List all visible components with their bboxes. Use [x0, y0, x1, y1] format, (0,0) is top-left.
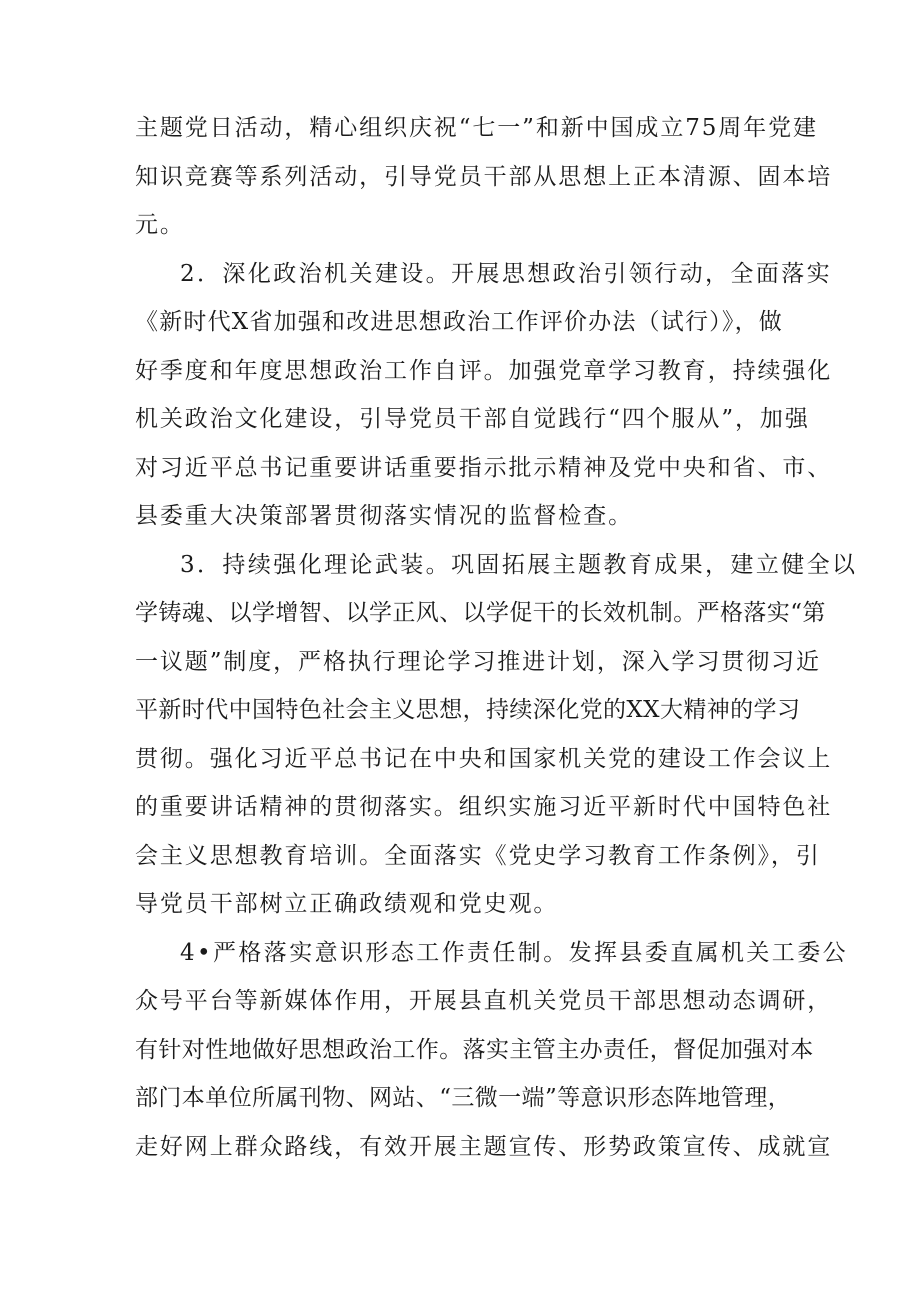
- text-line: 贯彻。强化习近平总书记在中央和国家机关党的建设工作会议上: [135, 745, 833, 772]
- text-line: 对习近平总书记重要讲话重要指示批示精神及党中央和省、市、: [135, 454, 833, 481]
- paragraph-first-line: 4•严格落实意识形态工作责任制。发挥县委直属机关工委公: [180, 939, 848, 966]
- text-line: 有针对性地做好思想政治工作。落实主管主办责任，督促加强对本: [135, 1036, 814, 1063]
- text-line: 主题党日活动，精心组织庆祝“七一”和新中国成立75周年党建: [135, 115, 818, 141]
- paragraph-item-3: [135, 541, 858, 929]
- text-line: 元。: [135, 212, 185, 238]
- text-line: 好季度和年度思想政治工作自评。加强党章学习教育，持续强化: [135, 357, 833, 384]
- text-line: 知识竞赛等系列活动，引导党员干部从思想上正本清源、固本培: [135, 163, 833, 190]
- text-line: 会主义思想教育培训。全面落实《党史学习教育工作条例》，引: [135, 842, 821, 869]
- paragraph-continuation: [135, 104, 833, 250]
- text-line: 部门本单位所属刊物、网站、“三微一端”等意识形态阵地管理，: [135, 1085, 792, 1111]
- paragraph-first-line: 3．持续强化理论武装。巩固拓展主题教育成果，建立健全以: [180, 551, 858, 578]
- paragraph-first-line: 2．深化政治机关建设。开展思想政治引领行动，全面落实: [180, 260, 833, 287]
- text-line: 机关政治文化建设，引导党员干部自觉践行“四个服从”，加强: [135, 406, 810, 432]
- text-line: 一议题”制度，严格执行理论学习推进计划，深入学习贯彻习近: [135, 648, 821, 675]
- text-line: 走好网上群众路线，有效开展主题宣传、形势政策宣传、成就宣: [135, 1133, 833, 1160]
- text-line: 导党员干部树立正确政绩观和党史观。: [135, 891, 559, 917]
- text-line: 县委重大决策部署贯彻落实情况的监督检查。: [135, 503, 633, 529]
- text-line: 众号平台等新媒体作用，开展县直机关党员干部思想动态调研，: [135, 988, 833, 1014]
- paragraph-item-4: [135, 929, 848, 1172]
- text-line: 学铸魂、以学增智、以学正风、以学促干的长效机制。严格落实“第: [135, 600, 826, 626]
- text-line: 《新时代X省加强和改进思想政治工作评价办法（试行）》，做: [135, 309, 783, 335]
- text-line: 的重要讲话精神的贯彻落实。组织实施习近平新时代中国特色社: [135, 794, 833, 820]
- text-line: 平新时代中国特色社会主义思想，持续深化党的XX大精神的学习: [135, 697, 801, 723]
- paragraph-item-2: [135, 250, 833, 541]
- document-body: [135, 104, 858, 1171]
